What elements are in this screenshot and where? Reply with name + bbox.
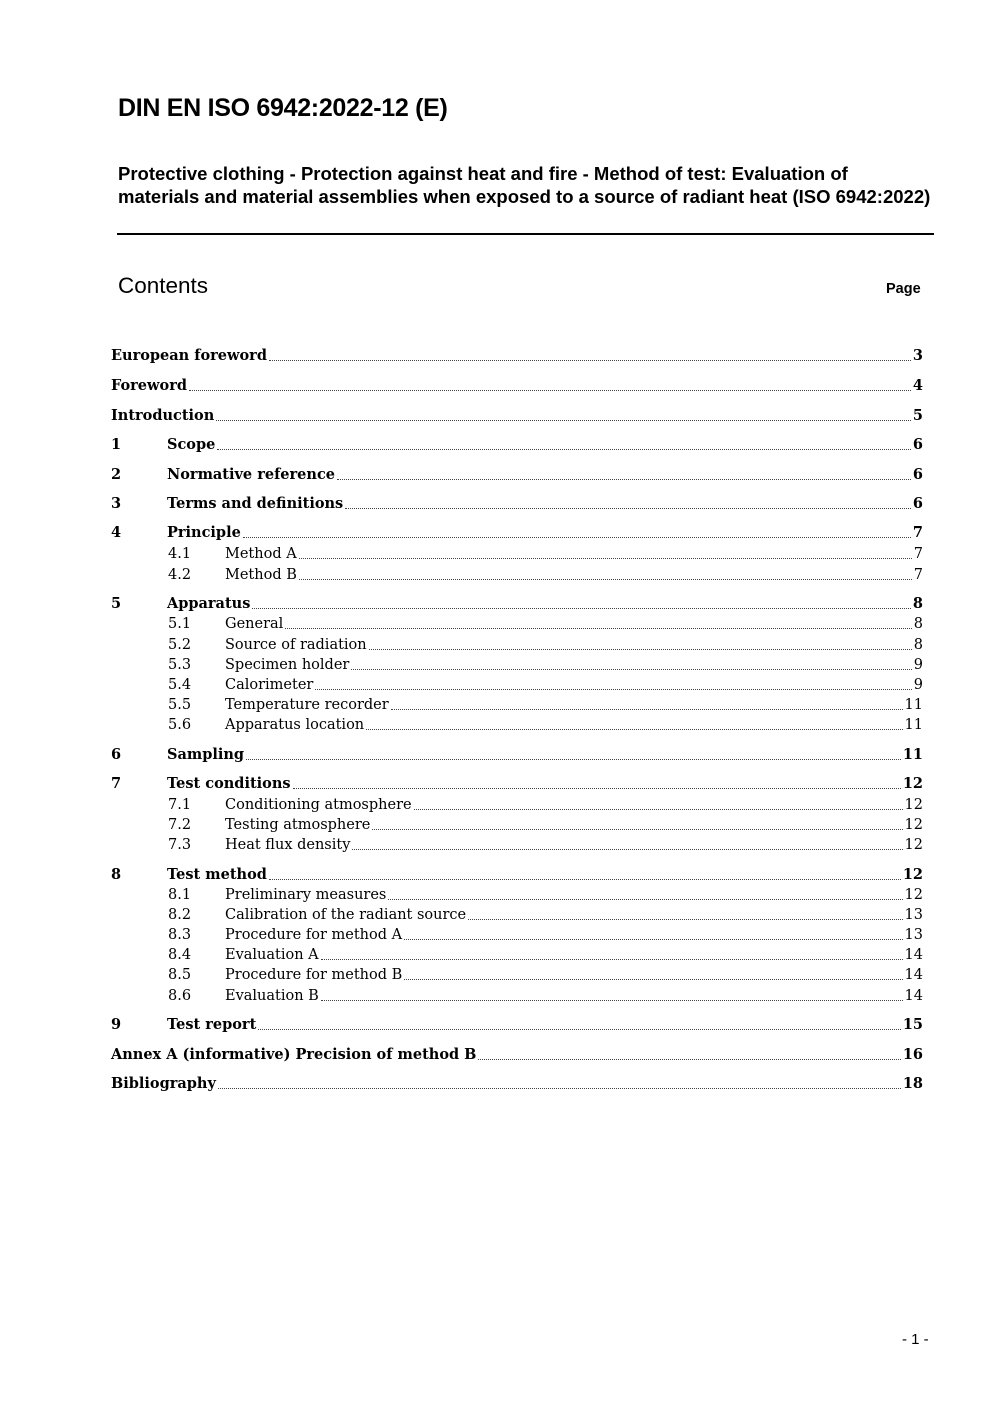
toc-entry-number: 5.5 [168, 697, 192, 713]
toc-entry-number: 8.4 [168, 947, 192, 963]
toc-leader [321, 958, 903, 960]
toc-entry-page: 3 [912, 347, 923, 364]
toc-entry-page: 6 [912, 466, 923, 483]
toc-entry-page: 18 [902, 1075, 923, 1092]
toc-entry-annex-a[interactable] [111, 1045, 923, 1065]
toc-entry-label: Principle [167, 524, 241, 541]
toc-entry-number: 7.3 [168, 837, 192, 853]
toc-entry-page: 14 [904, 947, 923, 963]
toc-entry-test-method[interactable] [111, 865, 923, 885]
toc-entry-method-b[interactable] [168, 565, 923, 585]
contents-heading: Contents [118, 273, 209, 298]
toc-entry-label: Temperature recorder [225, 697, 389, 713]
toc-entry-page: 12 [904, 837, 923, 853]
toc-entry-label: Testing atmosphere [225, 817, 371, 833]
toc-entry-normative-reference[interactable] [111, 465, 923, 485]
toc-entry-label: Procedure for method A [225, 927, 403, 943]
toc-entry-general[interactable] [168, 614, 923, 634]
toc-entry-number: 8 [111, 866, 122, 883]
toc-entry-number: 5 [111, 595, 122, 612]
toc-entry-sampling[interactable] [111, 745, 923, 765]
toc-entry-label: Conditioning atmosphere [225, 797, 412, 813]
toc-leader [258, 1028, 901, 1030]
toc-entry-testing-atmosphere[interactable] [168, 815, 923, 835]
toc-entry-page: 11 [902, 746, 923, 763]
page-column-label: Page [886, 281, 921, 297]
document-title: Protective clothing - Protection against heat and fire - Method of test: Evaluation of materials and material assemblies when exposed to a source of radiant heat (ISO 6942:2022) [118, 163, 931, 207]
toc-entry-page: 12 [904, 887, 923, 903]
toc-entry-label: Bibliography [111, 1075, 216, 1092]
toc-entry-number: 5.2 [168, 637, 192, 653]
toc-entry-page: 7 [913, 567, 923, 583]
toc-leader [388, 898, 902, 900]
toc-entry-page: 4 [912, 377, 923, 394]
toc-entry-test-conditions[interactable] [111, 774, 923, 794]
toc-entry-label: Method A [225, 546, 297, 562]
toc-entry-number: 7.1 [168, 797, 192, 813]
toc-entry-label: Apparatus [167, 595, 251, 612]
toc-entry-test-report[interactable] [111, 1015, 923, 1035]
toc-entry-method-a[interactable] [168, 544, 923, 564]
document-id: DIN EN ISO 6942:2022-12 (E) [118, 94, 448, 122]
toc-leader [315, 688, 911, 690]
toc-entry-number: 8.3 [168, 927, 192, 943]
toc-entry-evaluation-b[interactable] [168, 986, 923, 1006]
toc-entry-number: 6 [111, 746, 122, 763]
toc-entry-temperature-recorder[interactable] [168, 695, 923, 715]
toc-leader [252, 607, 911, 609]
toc-entry-page: 7 [913, 546, 923, 562]
toc-leader [189, 389, 911, 391]
toc-entry-number: 5.3 [168, 657, 192, 673]
toc-entry-european-foreword[interactable] [111, 346, 923, 366]
toc-entry-page: 12 [902, 866, 923, 883]
toc-entry-label: European foreword [111, 347, 267, 364]
toc-entry-number: 5.1 [168, 616, 192, 632]
toc-entry-page: 11 [904, 697, 923, 713]
toc-entry-page: 6 [912, 436, 923, 453]
toc-entry-label: Source of radiation [225, 637, 367, 653]
toc-entry-calorimeter[interactable] [168, 675, 923, 695]
toc-leader [269, 878, 901, 880]
toc-entry-number: 1 [111, 436, 122, 453]
toc-entry-label: Annex A (informative) Precision of method B [111, 1046, 477, 1063]
toc-leader [345, 507, 911, 509]
toc-entry-page: 8 [913, 616, 923, 632]
toc-entry-apparatus-location[interactable] [168, 715, 923, 735]
toc-entry-number: 8.5 [168, 967, 192, 983]
toc-entry-label: Test method [167, 866, 267, 883]
toc-entry-number: 7 [111, 775, 122, 792]
toc-entry-label: Test report [167, 1016, 257, 1033]
toc-entry-principle[interactable] [111, 523, 923, 543]
toc-entry-label: Procedure for method B [225, 967, 403, 983]
toc-entry-specimen-holder[interactable] [168, 655, 923, 675]
toc-entry-page: 9 [913, 677, 923, 693]
toc-leader [372, 828, 902, 830]
toc-entry-evaluation-a[interactable] [168, 945, 923, 965]
toc-leader [369, 648, 912, 650]
toc-entry-label: Calibration of the radiant source [225, 907, 467, 923]
toc-leader [246, 758, 901, 760]
toc-entry-page: 13 [904, 927, 923, 943]
toc-leader [218, 1087, 901, 1089]
toc-entry-page: 7 [912, 524, 923, 541]
toc-entry-label: Introduction [111, 407, 215, 424]
toc-entry-label: Terms and definitions [167, 495, 344, 512]
toc-entry-number: 3 [111, 495, 122, 512]
toc-entry-heat-flux-density[interactable] [168, 835, 923, 855]
toc-leader [478, 1058, 900, 1060]
toc-entry-label: Foreword [111, 377, 187, 394]
toc-leader [285, 627, 911, 629]
toc-entry-label: Heat flux density [225, 837, 351, 853]
toc-entry-page: 11 [904, 717, 923, 733]
toc-entry-procedure-method-a[interactable] [168, 925, 923, 945]
toc-entry-preliminary-measures[interactable] [168, 885, 923, 905]
toc-entry-introduction[interactable] [111, 406, 923, 426]
toc-entry-procedure-method-b[interactable] [168, 965, 923, 985]
toc-leader [216, 419, 911, 421]
toc-entry-label: Calorimeter [225, 677, 314, 693]
toc-entry-number: 4.2 [168, 567, 192, 583]
toc-entry-number: 2 [111, 466, 122, 483]
toc-entry-page: 13 [904, 907, 923, 923]
toc-entry-foreword[interactable] [111, 376, 923, 396]
toc-leader [391, 708, 903, 710]
toc-entry-label: Test conditions [167, 775, 291, 792]
toc-entry-number: 5.6 [168, 717, 192, 733]
toc-entry-page: 14 [904, 988, 923, 1004]
toc-leader [293, 787, 901, 789]
toc-leader [299, 578, 912, 580]
toc-entry-page: 8 [912, 595, 923, 612]
toc-entry-number: 7.2 [168, 817, 192, 833]
toc-entry-page: 12 [902, 775, 923, 792]
toc-entry-label: Apparatus location [225, 717, 365, 733]
toc-entry-page: 6 [912, 495, 923, 512]
toc-leader [243, 536, 911, 538]
toc-entry-calibration-radiant-source[interactable] [168, 905, 923, 925]
toc-leader [414, 808, 903, 810]
toc-entry-number: 9 [111, 1016, 122, 1033]
toc-leader [217, 448, 911, 450]
toc-entry-conditioning-atmosphere[interactable] [168, 795, 923, 815]
toc-entry-label: Evaluation A [225, 947, 319, 963]
toc-entry-label: Evaluation B [225, 988, 319, 1004]
toc-leader [468, 918, 902, 920]
toc-entry-label: Normative reference [167, 466, 335, 483]
toc-entry-label: Sampling [167, 746, 245, 763]
toc-entry-number: 8.1 [168, 887, 192, 903]
table-of-contents [111, 0, 923, 1403]
toc-entry-number: 4 [111, 524, 122, 541]
toc-leader [352, 848, 902, 850]
toc-entry-page: 9 [913, 657, 923, 673]
toc-entry-scope[interactable] [111, 435, 923, 455]
toc-entry-number: 4.1 [168, 546, 192, 562]
toc-entry-apparatus[interactable] [111, 594, 923, 614]
toc-entry-terms-and-definitions[interactable] [111, 494, 923, 514]
toc-leader [351, 668, 911, 670]
toc-leader [337, 478, 911, 480]
toc-entry-source-of-radiation[interactable] [168, 635, 923, 655]
toc-entry-label: Specimen holder [225, 657, 350, 673]
toc-entry-label: Method B [225, 567, 297, 583]
toc-leader [321, 999, 903, 1001]
toc-entry-bibliography[interactable] [111, 1074, 923, 1094]
toc-entry-page: 8 [913, 637, 923, 653]
toc-entry-label: Preliminary measures [225, 887, 387, 903]
toc-entry-number: 8.2 [168, 907, 192, 923]
toc-leader [366, 728, 902, 730]
toc-entry-page: 12 [904, 817, 923, 833]
toc-entry-page: 5 [912, 407, 923, 424]
toc-leader [404, 938, 902, 940]
toc-leader [269, 359, 911, 361]
toc-leader [404, 978, 902, 980]
toc-entry-label: General [225, 616, 284, 632]
toc-leader [299, 557, 912, 559]
toc-entry-number: 8.6 [168, 988, 192, 1004]
toc-entry-page: 14 [904, 967, 923, 983]
toc-entry-label: Scope [167, 436, 216, 453]
toc-entry-page: 15 [902, 1016, 923, 1033]
toc-entry-number: 5.4 [168, 677, 192, 693]
toc-entry-page: 12 [904, 797, 923, 813]
toc-entry-page: 16 [902, 1046, 923, 1063]
page-number: - 1 - [902, 1331, 929, 1348]
